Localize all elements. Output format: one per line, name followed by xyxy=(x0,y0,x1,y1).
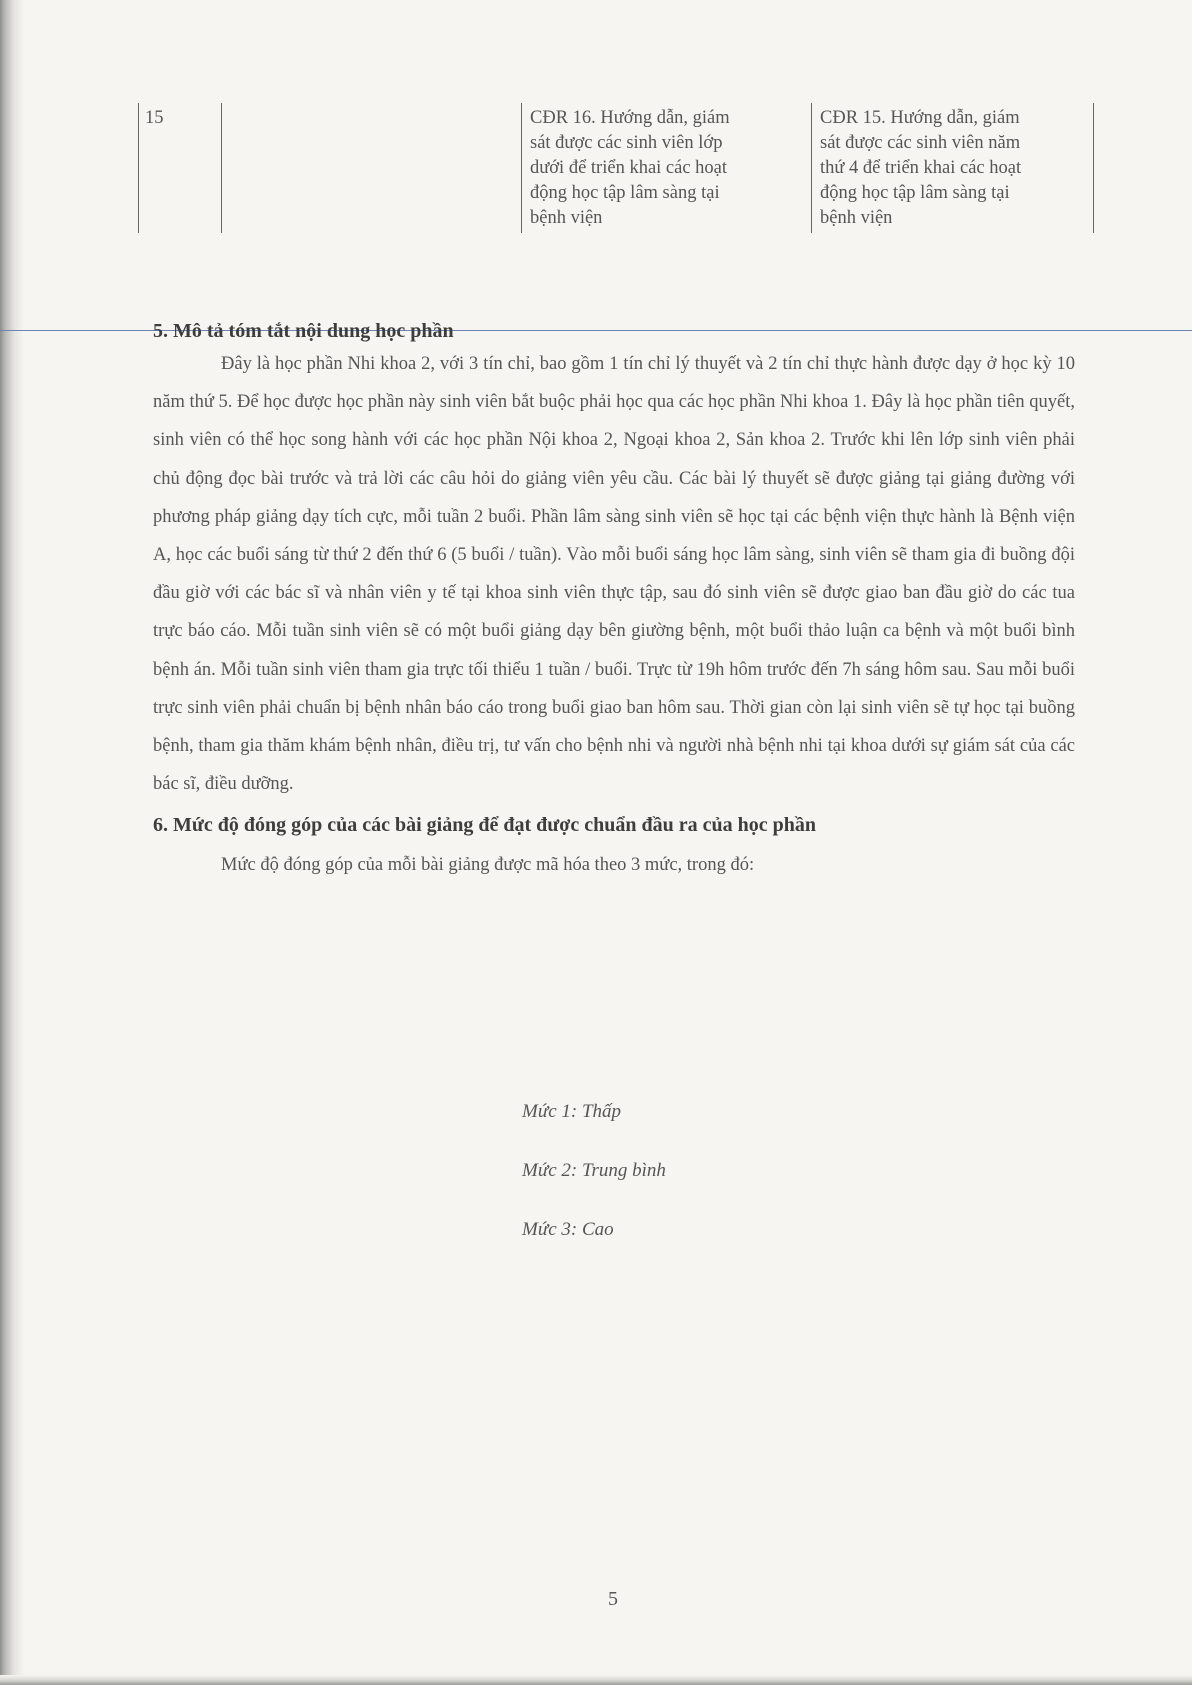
page-number: 5 xyxy=(608,1588,618,1610)
cell-line: dưới để triển khai các hoạt xyxy=(530,158,728,178)
cell-line: thứ 4 để triển khai các hoạt xyxy=(820,158,1022,178)
cell-line: CĐR 15. Hướng dẫn, giám xyxy=(820,108,1020,128)
scan-left-edge xyxy=(0,0,24,1685)
row-number: 15 xyxy=(145,108,164,128)
cell-line: bệnh viện xyxy=(530,208,603,228)
section-6-heading: 6. Mức độ đóng góp của các bài giảng để đạt được chuẩn đầu ra của học phần xyxy=(153,814,816,837)
table-cell-empty xyxy=(222,103,522,233)
contribution-levels-list xyxy=(522,1098,666,1275)
table-cell-cdr-15 xyxy=(812,103,1094,233)
table-cell-cdr-16 xyxy=(522,103,812,233)
table-row xyxy=(139,103,1094,233)
table-cell-number xyxy=(139,103,222,233)
scan-bottom-edge xyxy=(0,1675,1192,1685)
cell-line: sát được các sinh viên lớp xyxy=(530,133,723,153)
section-6-intro: Mức độ đóng góp của mỗi bài giảng được mã hóa theo 3 mức, trong đó: xyxy=(221,855,755,876)
cell-line: động học tập lâm sàng tại xyxy=(820,183,1010,203)
cell-line: bệnh viện xyxy=(820,208,893,228)
section-5-paragraph: Đây là học phần Nhi khoa 2, với 3 tín chỉ, bao gồm 1 tín chỉ lý thuyết và 2 tín chỉ thực hành được dạy ở học kỳ 10 năm thứ 5. Để học được học phần này sinh viên bắt buộc phải học qua các học phần Nhi khoa 1. Đây là học phần tiên quyết, sinh viên có thể học song hành với các học phần Nội khoa 2, Ngoại khoa 2, Sản khoa 2. Trước khi lên lớp sinh viên phải chủ động đọc bài trước và trả lời các câu hỏi do giảng viên yêu cầu. Các bài lý thuyết sẽ được giảng tại giảng đường với phương pháp giảng dạy tích cực, mỗi tuần 2 buổi. Phần lâm sàng sinh viên sẽ học tại các bệnh viện thực hành là Bệnh viện A, học các buổi sáng từ thứ 2 đến thứ 6 (5 buổi / tuần). Vào mỗi buổi sáng học lâm sàng, sinh viên sẽ tham gia đi buồng đội đầu giờ với các bác sĩ và nhân viên y tế tại khoa sinh viên thực tập, sau đó sinh viên sẽ được giao ban đầu giờ do các tua trực báo cáo. Mỗi tuần sinh viên sẽ có một buổi giảng dạy bên giường bệnh, một buổi thảo luận ca bệnh và một buổi bình bệnh án. Mỗi tuần sinh viên tham gia trực tối thiểu 1 tuần / buổi. Trực từ 19h hôm trước đến 7h sáng hôm sau. Sau mỗi buổi trực sinh viên phải chuẩn bị bệnh nhân báo cáo trong buổi giao ban hôm sau. Thời gian còn lại sinh viên sẽ tự học tại buồng bệnh, tham gia thăm khám bệnh nhân, điều trị, tư vấn cho bệnh nhi và người nhà bệnh nhi tại khoa dưới sự giám sát của các bác sĩ, điều dưỡng. xyxy=(153,354,1075,795)
level-item: Mức 1: Thấp xyxy=(522,1101,622,1122)
cell-line: sát được các sinh viên năm xyxy=(820,133,1021,153)
level-item: Mức 2: Trung bình xyxy=(522,1160,666,1181)
level-item: Mức 3: Cao xyxy=(522,1219,614,1240)
cell-line: động học tập lâm sàng tại xyxy=(530,183,720,203)
cell-line: CĐR 16. Hướng dẫn, giám xyxy=(530,108,730,128)
section-5-heading: 5. Mô tả tóm tắt nội dung học phần xyxy=(153,320,454,342)
main-content xyxy=(153,317,1075,879)
learning-outcomes-table xyxy=(138,103,1094,233)
